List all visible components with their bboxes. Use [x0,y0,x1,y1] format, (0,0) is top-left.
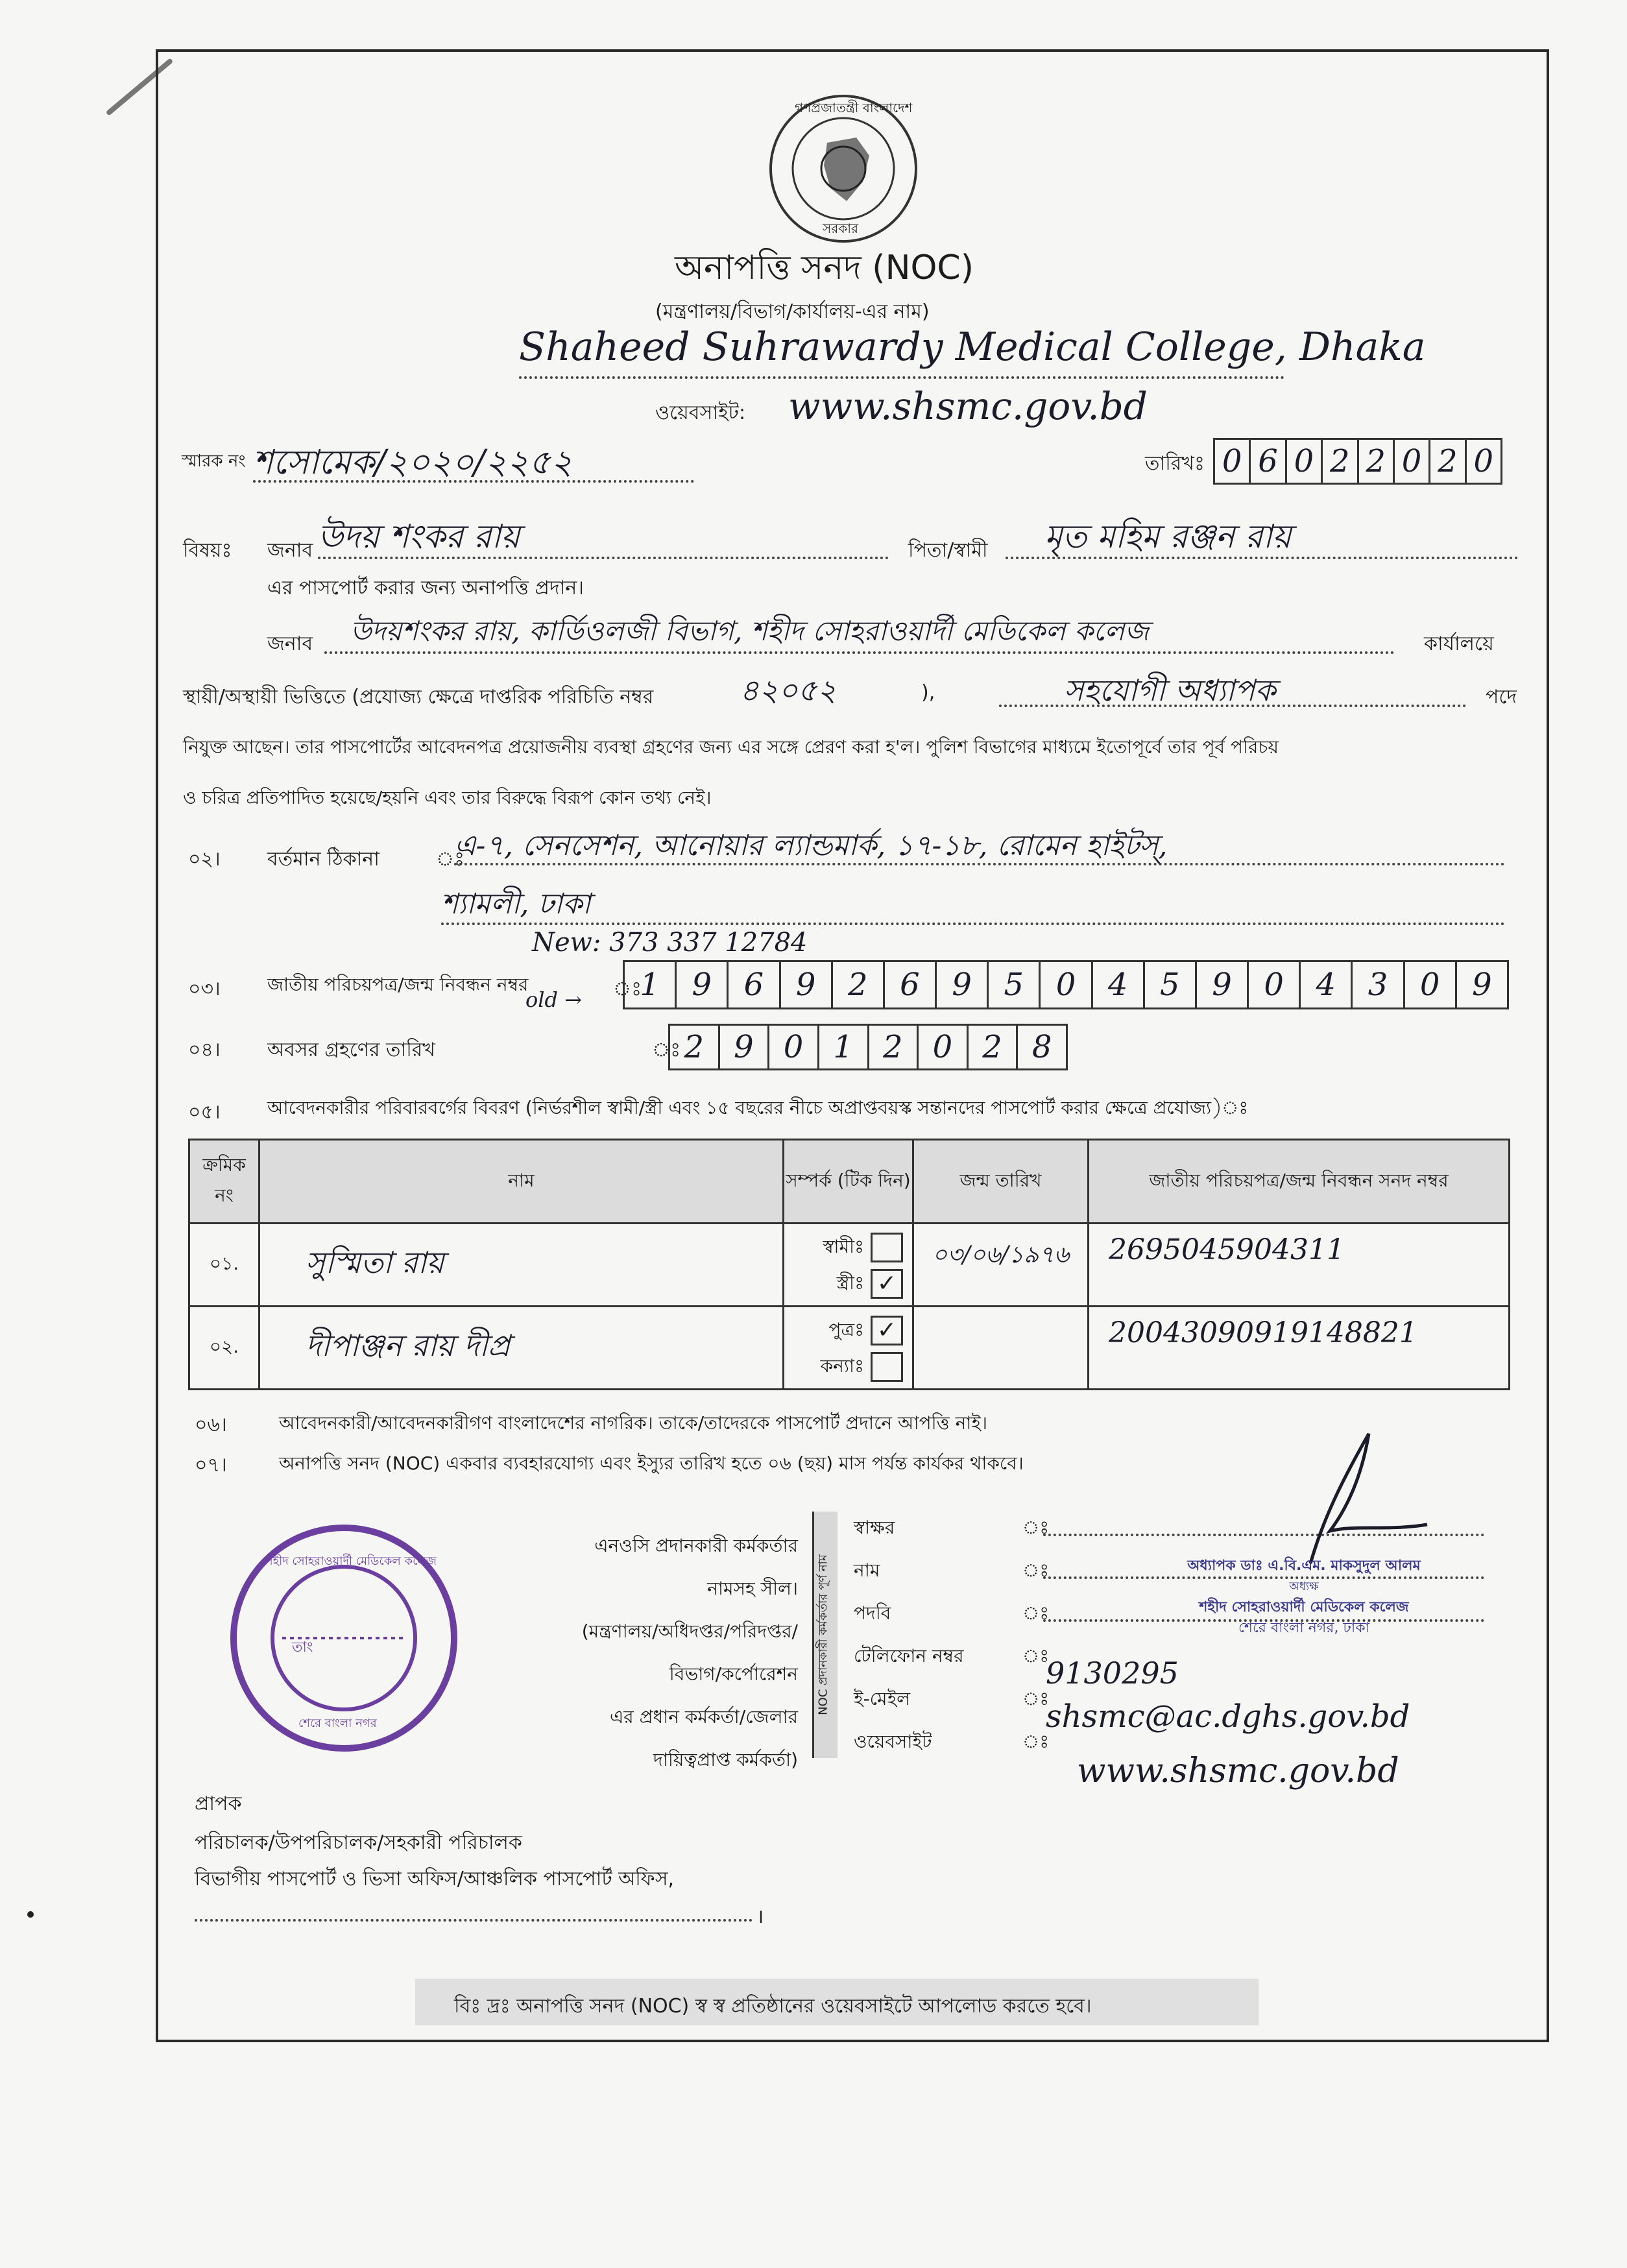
nid-digit: 9 [1472,967,1492,1003]
item04-no: ০৪। [188,1039,221,1061]
applicant-name: উদয় শংকর রায় [318,518,520,555]
nid-digit: 1 [625,962,677,1007]
post-suffix: পদে [1486,686,1517,708]
body-mr-label: জনাব [267,633,313,655]
table-row [189,1224,1510,1307]
email-value: shsmc@ac.dghs.gov.bd [1046,1698,1410,1735]
nid-digit: 9 [677,962,729,1007]
item05-label: আবেদনকারীর পরিবারবর্গের বিবরণ (নির্ভরশীল স্বামী/স্ত্রী এবং ১৫ বছরের নীচে অপ্রাপ্তবয়স্ক সন্তানদের পাসপোর্ট করার ক্ষেত্রে প্রযোজ্য)ঃ [267,1097,1249,1118]
para-line4: ও চরিত্র প্রতিপাদিত হয়েছে/হয়নি এবং তার বিরুদ্ধে বিরূপ কোন তথ্য নেই। [183,787,712,808]
field-name-label: নাম [854,1560,880,1581]
nid-digit: 0 [1405,962,1457,1007]
item03-label: জাতীয় পরিচয়পত্র/জন্ম নিবন্ধন নম্বর [267,974,529,995]
office-suffix: কার্যালয়ে [1424,633,1494,655]
date-digit: 0 [1287,440,1323,483]
vertical-label: NOC প্রদানকারী কর্মকর্তার পূর্ণ নাম [816,1554,830,1715]
retire-digit: 9 [720,1026,770,1068]
item06-no: ০৬। [195,1414,227,1436]
page-title: অনাপত্তি সনদ (NOC) [675,248,974,287]
relation-checkbox[interactable] [871,1233,903,1262]
relation-checkbox[interactable] [871,1352,903,1382]
stamp-place: শেরে বাংলা নগর, ঢাকা [1238,1620,1369,1636]
retire-digit: 2 [670,1026,720,1068]
recipient-line3-end: । [756,1905,764,1928]
nid-digit: 9 [937,962,989,1007]
officer-line: বিভাগ/কর্পোরেশন [669,1663,798,1685]
signature-scrawl-icon [1233,1421,1440,1570]
recipient-label: প্রাপক [195,1792,242,1815]
retire-digit: 0 [769,1026,819,1068]
header-serial: ক্রমিক নং [189,1140,259,1224]
seal-top-text: শহীদ সোহরাওয়ার্দী মেডিকেল কলেজ [266,1554,437,1568]
seal-bottom-text: শেরে বাংলা নগর [298,1717,377,1730]
item07-text: অনাপত্তি সনদ (NOC) একবার ব্যবহারযোগ্য এবং ইস্যুর তারিখ হতে ০৬ (ছয়) মাস পর্যন্ত কার্যকর থাকবে। [279,1453,1024,1474]
field-phone-label: টেলিফোন নম্বর [854,1645,964,1667]
table-row [189,1307,1510,1390]
relation-label: স্ত্রীঃ [836,1272,864,1294]
row-dob [913,1307,1089,1390]
emblem-bottom-text: সরকার [823,221,859,236]
row-nid: 2695045904311 [1089,1224,1510,1307]
item03-no: ০৩। [188,978,221,1000]
nid-digit: 5 [1145,962,1197,1007]
retire-digit: 1 [819,1026,869,1068]
official-id: ৪২০৫২ [740,673,837,708]
institution-name: Shaheed Suhrawardy Medical College, Dhaka [519,324,1426,370]
header-nid: জাতীয় পরিচয়পত্র/জন্ম নিবন্ধন সনদ নম্বর [1089,1140,1510,1224]
field-email-label: ই-মেইল [854,1688,911,1709]
retire-digit: 2 [869,1026,919,1068]
post-value: সহযোগী অধ্যাপক [1064,673,1276,708]
nid-digit: 6 [885,962,937,1007]
website-sig-value: www.shsmc.gov.bd [1077,1752,1399,1791]
recipient-line2: বিভাগীয় পাসপোর্ট ও ভিসা অফিস/আঞ্চলিক পাসপোর্ট অফিস, [195,1868,675,1890]
mr-label: জনাব [267,539,313,562]
item06-text: আবেদনকারী/আবেদনকারীগণ বাংলাদেশের নাগরিক। তাকে/তাদেরকে পাসপোর্ট প্রদানে আপত্তি নাই। [279,1412,988,1434]
date-digit: 0 [1215,440,1251,483]
retire-date-boxes [668,1024,1068,1070]
officer-line: এর প্রধান কর্মকর্তা/জেলার [609,1706,798,1728]
emblem-top-text: গণপ্রজাতন্ত্রী বাংলাদেশ [795,100,913,115]
nid-digit: 4 [1301,962,1353,1007]
row-name: সুস্মিতা রায় [259,1224,784,1307]
signature-fields [854,1506,964,1763]
date-digit: 2 [1430,440,1466,483]
family-table [188,1139,1510,1390]
date-digit: 2 [1359,440,1395,483]
nid-old-marker: old → [525,987,582,1012]
field-website-label: ওয়েবসাইট [854,1731,932,1752]
address-line2: শ্যামলী, ঢাকা [441,887,591,921]
date-label: তারিখঃ [1145,452,1205,475]
stamp-title: অধ্যক্ষ [1289,1580,1319,1593]
item05-no: ০৫। [188,1101,221,1124]
website-label: ওয়েবসাইট: [655,402,746,424]
date-boxes [1213,438,1502,485]
recipient-line1: পরিচালক/উপপরিচালক/সহকারী পরিচালক [195,1831,522,1854]
nid-digit: 3 [1353,962,1404,1007]
retire-digit: 2 [969,1026,1018,1068]
officer-line: নামসহ সীল। [707,1578,798,1599]
nid-digit: 2 [833,962,885,1007]
subject-line2: এর পাসপোর্ট করার জন্য অনাপত্তি প্রদান। [267,577,584,599]
relation-checkbox[interactable]: ✓ [871,1269,903,1299]
officer-line: এনওসি প্রদানকারী কর্মকর্তার [594,1535,798,1556]
seal-middle-text: তাং [292,1639,313,1656]
nid-boxes [623,960,1509,1009]
header-name: নাম [259,1140,784,1224]
date-digit: 0 [1395,440,1430,483]
para-line3: নিযুক্ত আছেন। তার পাসপোর্টের আবেদনপত্র প্রয়োজনীয় ব্যবস্থা গ্রহণের জন্য এর সঙ্গে প্রেরণ করা হ'ল। পুলিশ বিভাগের মাধ্যমে ইতোপূর্বে তার পূর্ব পরিচয় [183,736,1279,758]
ink-dot [27,1911,34,1918]
field-signature-label: স্বাক্ষর [854,1517,895,1538]
officer-line: দায়িত্বপ্রাপ্ত কর্মকর্তা) [653,1749,798,1770]
footer-note: বিঃ দ্রঃ অনাপত্তি সনদ (NOC) স্ব স্ব প্রতিষ্ঠানের ওয়েবসাইটে আপলোড করতে হবে। [454,1995,1092,2018]
father-label: পিতা/স্বামী [908,539,988,562]
nid-digit: 6 [729,962,780,1007]
phone-value: 9130295 [1046,1656,1179,1691]
stamp-name: অধ্যাপক ডাঃ এ.বি.এম. মাকসুদুল আলম [1187,1558,1421,1574]
father-name: মৃত মহিম রঞ্জন রায় [1044,518,1292,555]
row-nid: 20043090919148821 [1089,1307,1510,1390]
nid-digit: 9 [1197,962,1249,1007]
officer-block [493,1525,798,1781]
date-digit: 2 [1323,440,1358,483]
item02-label: বর্তমান ঠিকানা [267,848,380,871]
nid-digit: 0 [1249,962,1301,1007]
website-value: www.shsmc.gov.bd [788,384,1148,428]
stamp-college: শহীদ সোহরাওয়ার্দী মেডিকেল কলেজ [1199,1599,1409,1615]
row-dob: ০৩/০৬/১৯৭৬ [913,1224,1089,1307]
header-dob: জন্ম তারিখ [913,1140,1089,1224]
row-serial: ০১. [189,1224,259,1307]
relation-checkbox[interactable]: ✓ [871,1316,903,1345]
item02-no: ০২। [188,848,221,871]
nid-digit: 4 [1093,962,1145,1007]
retire-digit: 0 [919,1026,969,1068]
address-line1: এ-৭, সেনসেশন, আনোয়ার ল্যান্ডমার্ক, ১৭-১৮, রোমেন হাইটস্‌, [454,829,1168,862]
officer-line: (মন্ত্রণালয়/অধিদপ্তর/পরিদপ্তর/ [581,1621,798,1642]
header-relation: সম্পর্ক (টিক দিন) [784,1140,913,1224]
table-header-row [189,1140,1510,1224]
memo-label: স্মারক নং [182,452,246,471]
retire-digit: 8 [1031,1029,1052,1065]
memo-value: শসোমেক/২০২০/২২৫২ [253,443,573,482]
date-digit: 6 [1251,440,1286,483]
body-name-dept: উদয়শংকর রায়, কার্ডিওলজী বিভাগ, শহীদ সোহরাওয়ার্দী মেডিকেল কলেজ [350,615,1149,647]
relation-label: পুত্রঃ [828,1318,864,1340]
perm-temp-text: স্থায়ী/অস্থায়ী ভিত্তিতে (প্রযোজ্য ক্ষেত্রে দাপ্তরিক পরিচিতি নম্বর [183,686,654,708]
row-serial: ০২. [189,1307,259,1390]
item07-no: ০৭। [195,1454,227,1477]
nid-digit: 5 [989,962,1041,1007]
subject-label: বিষয়ঃ [183,539,232,562]
nid-digit: 9 [781,962,833,1007]
relation-label: স্বামীঃ [823,1235,864,1257]
field-designation-label: পদবি [854,1602,891,1624]
nid-digit: 0 [1041,962,1092,1007]
ministry-caption: (মন্ত্রণালয়/বিভাগ/কার্যালয়-এর নাম) [655,300,930,323]
nid-new: New: 373 337 12784 [532,928,808,958]
row-name: দীপাঞ্জন রায় দীপ্র [259,1307,784,1390]
item04-label: অবসর গ্রহণের তারিখ [267,1039,435,1061]
designation-stamp [1103,1556,1505,1639]
date-digit: 0 [1473,443,1494,479]
relation-label: কন্যাঃ [820,1355,864,1377]
